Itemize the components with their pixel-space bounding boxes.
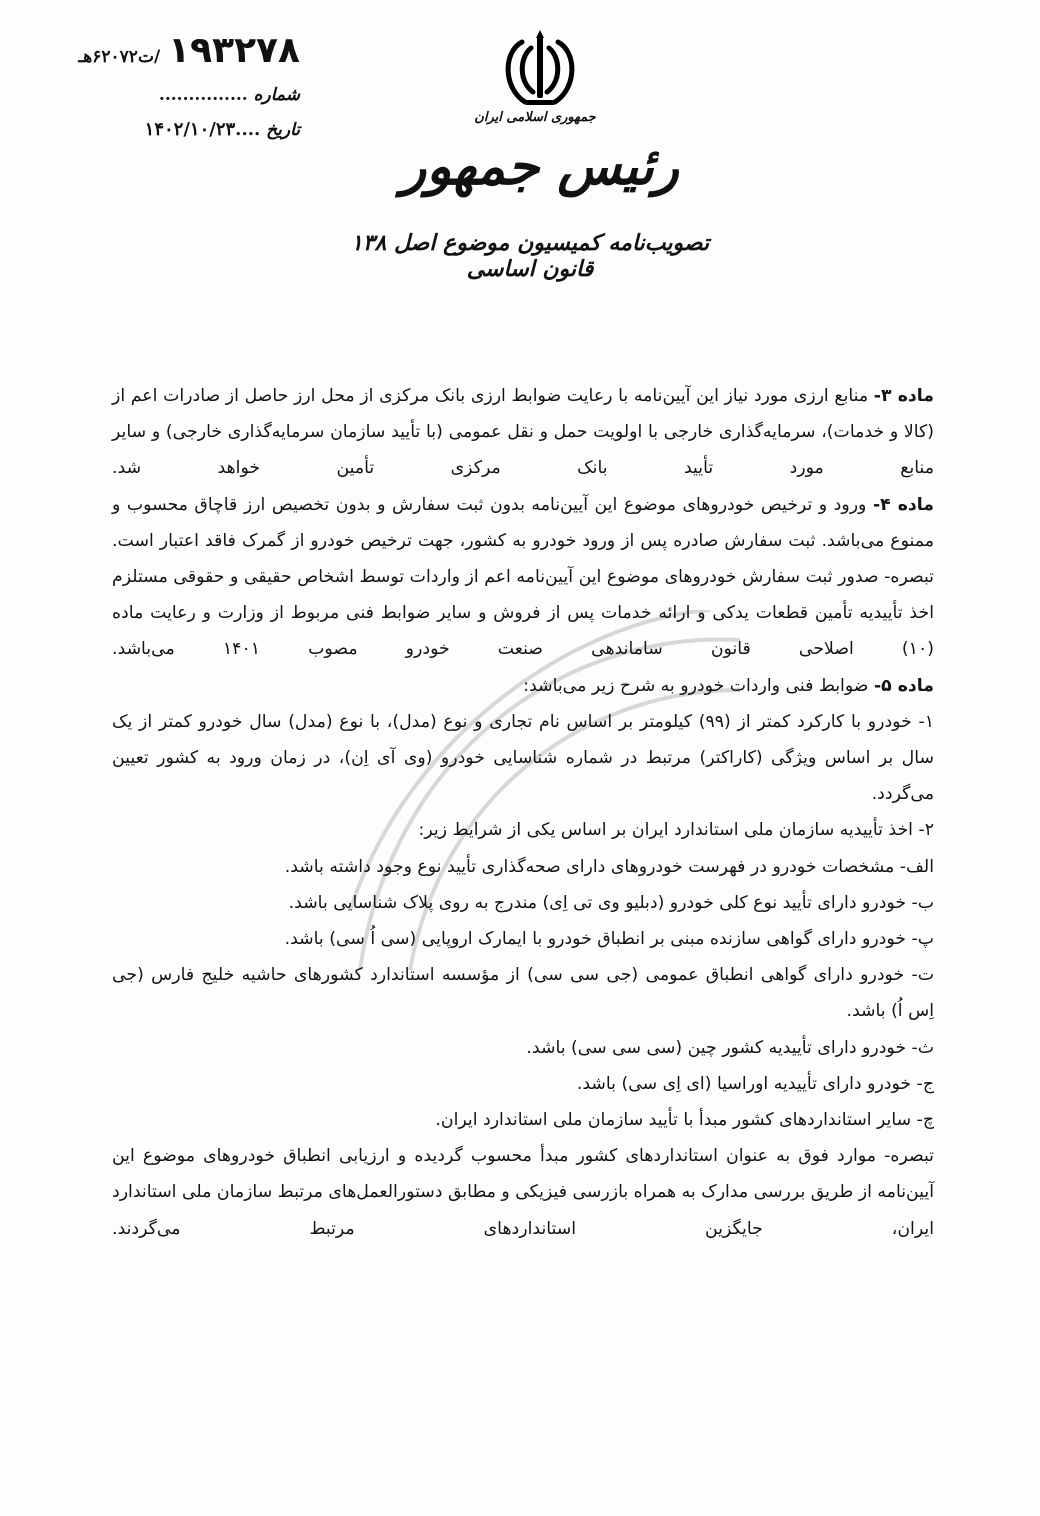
paragraph-text: ضوابط فنی واردات خودرو به شرح زیر می‌باشد:: [523, 675, 874, 696]
paragraph-text: تبصره- موارد فوق به عنوان استانداردهای کشور مبدأ محسوب گردیده و ارزیابی انطباق خودروهای موضوع این آیین‌نامه از طریق بررسی مدارک به همراه بازرسی فیزیکی و مطابق دستورالعمل‌های مرتبط سازمان ملی استاندارد ایران، جایگزین استانداردهای مرتبط می‌گردند.: [112, 1146, 934, 1239]
paragraph-note-1: [112, 559, 934, 668]
paragraph-text: تبصره- صدور ثبت سفارش خودروهای موضوع این آیین‌نامه اعم از واردات توسط اشخاص حقیقی و حقوقی مستلزم اخذ تأییدیه تأمین قطعات یدکی و ارائه خدمات پس از فروش و سایر ضوابط فنی مربوط از وزارت و رعایت ماده (۱۰) اصلاحی قانون ساماندهی صنعت خودرو مصوب ۱۴۰۱ می‌باشد.: [112, 567, 934, 660]
date-line: [20, 119, 300, 140]
paragraph-item-pe: [112, 921, 934, 957]
paragraph-item-che: [112, 1102, 934, 1138]
paragraph-article-5: [112, 668, 934, 704]
paragraph-item-be: [112, 885, 934, 921]
number-label: شماره: [253, 85, 300, 105]
paragraph-text: منابع ارزی مورد نیاز این آیین‌نامه با رعایت ضوابط ارزی بانک مرکزی از محل ارز حاصل از صادرات اعم از (کالا و خدمات)، سرمایه‌گذاری خارجی با اولویت حمل و نقل عمومی (با تأیید سازمان سرمایه‌گذاری خارجی) و سایر منابع مورد تأیید بانک مرکزی تأمین خواهد شد.: [112, 386, 934, 479]
paragraph-text: ورود و ترخیص خودروهای موضوع این آیین‌نامه بدون ثبت سفارش و بدون تخصیص ارز قاچاق محسوب و ممنوع می‌باشد. ثبت سفارش صادره پس از ورود خودرو به کشور، جهت ترخیص خودرو از گمرک فاقد اعتبار است.: [112, 494, 934, 551]
date-value: ....۱۴۰۲/۱۰/۲۳: [144, 119, 261, 140]
paragraph-text: الف- مشخصات خودرو در فهرست خودروهای دارای صحه‌گذاری تأیید نوع وجود داشته باشد.: [284, 856, 934, 877]
paragraph-text: ۲- اخذ تأییدیه سازمان ملی استاندارد ایران بر اساس یکی از شرایط زیر:: [418, 820, 934, 841]
paragraph-item-jim: [112, 1066, 934, 1102]
iran-emblem-icon: [495, 30, 585, 112]
document-body: [112, 378, 934, 1247]
number-dots: ...............: [158, 85, 248, 105]
paragraph-item-se: [112, 1030, 934, 1066]
paragraph-text: ب- خودرو دارای تأیید نوع کلی خودرو (دبلیو وی تی اِی) مندرج به روی پلاک شناسایی باشد.: [288, 892, 934, 913]
reference-block: [20, 30, 300, 140]
reference-number: ۱۹۳۲۷۸: [168, 30, 300, 71]
paragraph-text: پ- خودرو دارای گواهی سازنده مبنی بر انطباق خودرو با ایمارک اروپایی (سی اُ سی) باشد.: [284, 929, 934, 950]
paragraph-article-3: [112, 378, 934, 487]
date-label: تاریخ: [266, 120, 300, 140]
paragraph-text: ت- خودرو دارای گواهی انطباق عمومی (جی سی سی) از مؤسسه استاندارد کشورهای حاشیه خلیج فارس (جی اِس اُ) باشد.: [112, 965, 934, 1022]
paragraph-text: ۱- خودرو با کارکرد کمتر از (۹۹) کیلومتر بر اساس نام تجاری و نوع (مدل)، با نوع (مدل) سال خودرو کمتر از یک سال بر اساس ویژگی (کاراکتر) مرتبط در شماره شناسایی خودرو (وی آی اِن)، در زمان ورود به کشور تعیین می‌گردد.: [112, 711, 934, 805]
article-heading: ماده ۴-: [872, 494, 934, 515]
document-subtitle: تصویب‌نامه کمیسیون موضوع اصل ۱۳۸ قانون اساسی: [350, 230, 710, 282]
paragraph-text: چ- سایر استانداردهای کشور مبدأ با تأیید سازمان ملی استاندارد ایران.: [435, 1110, 934, 1131]
article-heading: ماده ۵-: [873, 675, 934, 696]
paragraph-text: ث- خودرو دارای تأییدیه کشور چین (سی سی سی) باشد.: [526, 1037, 934, 1058]
paragraph-item-te: [112, 957, 934, 1029]
number-line: [20, 85, 300, 105]
paragraph-item-2: [112, 812, 934, 848]
paragraph-text: ج- خودرو دارای تأییدیه اوراسیا (ای اِی سی) باشد.: [576, 1073, 934, 1094]
paragraph-article-4: [112, 487, 934, 559]
document-title: رئیس جمهور: [401, 136, 679, 197]
article-heading: ماده ۳-: [873, 386, 934, 406]
reference-number-row: [20, 30, 300, 71]
country-name: جمهوری اسلامی ایران: [474, 110, 596, 125]
reference-code: /ت۶۲۰۷۲هـ: [78, 47, 161, 67]
paragraph-item-1: [112, 704, 934, 813]
paragraph-item-alef: [112, 849, 934, 885]
paragraph-note-2: [112, 1138, 934, 1247]
